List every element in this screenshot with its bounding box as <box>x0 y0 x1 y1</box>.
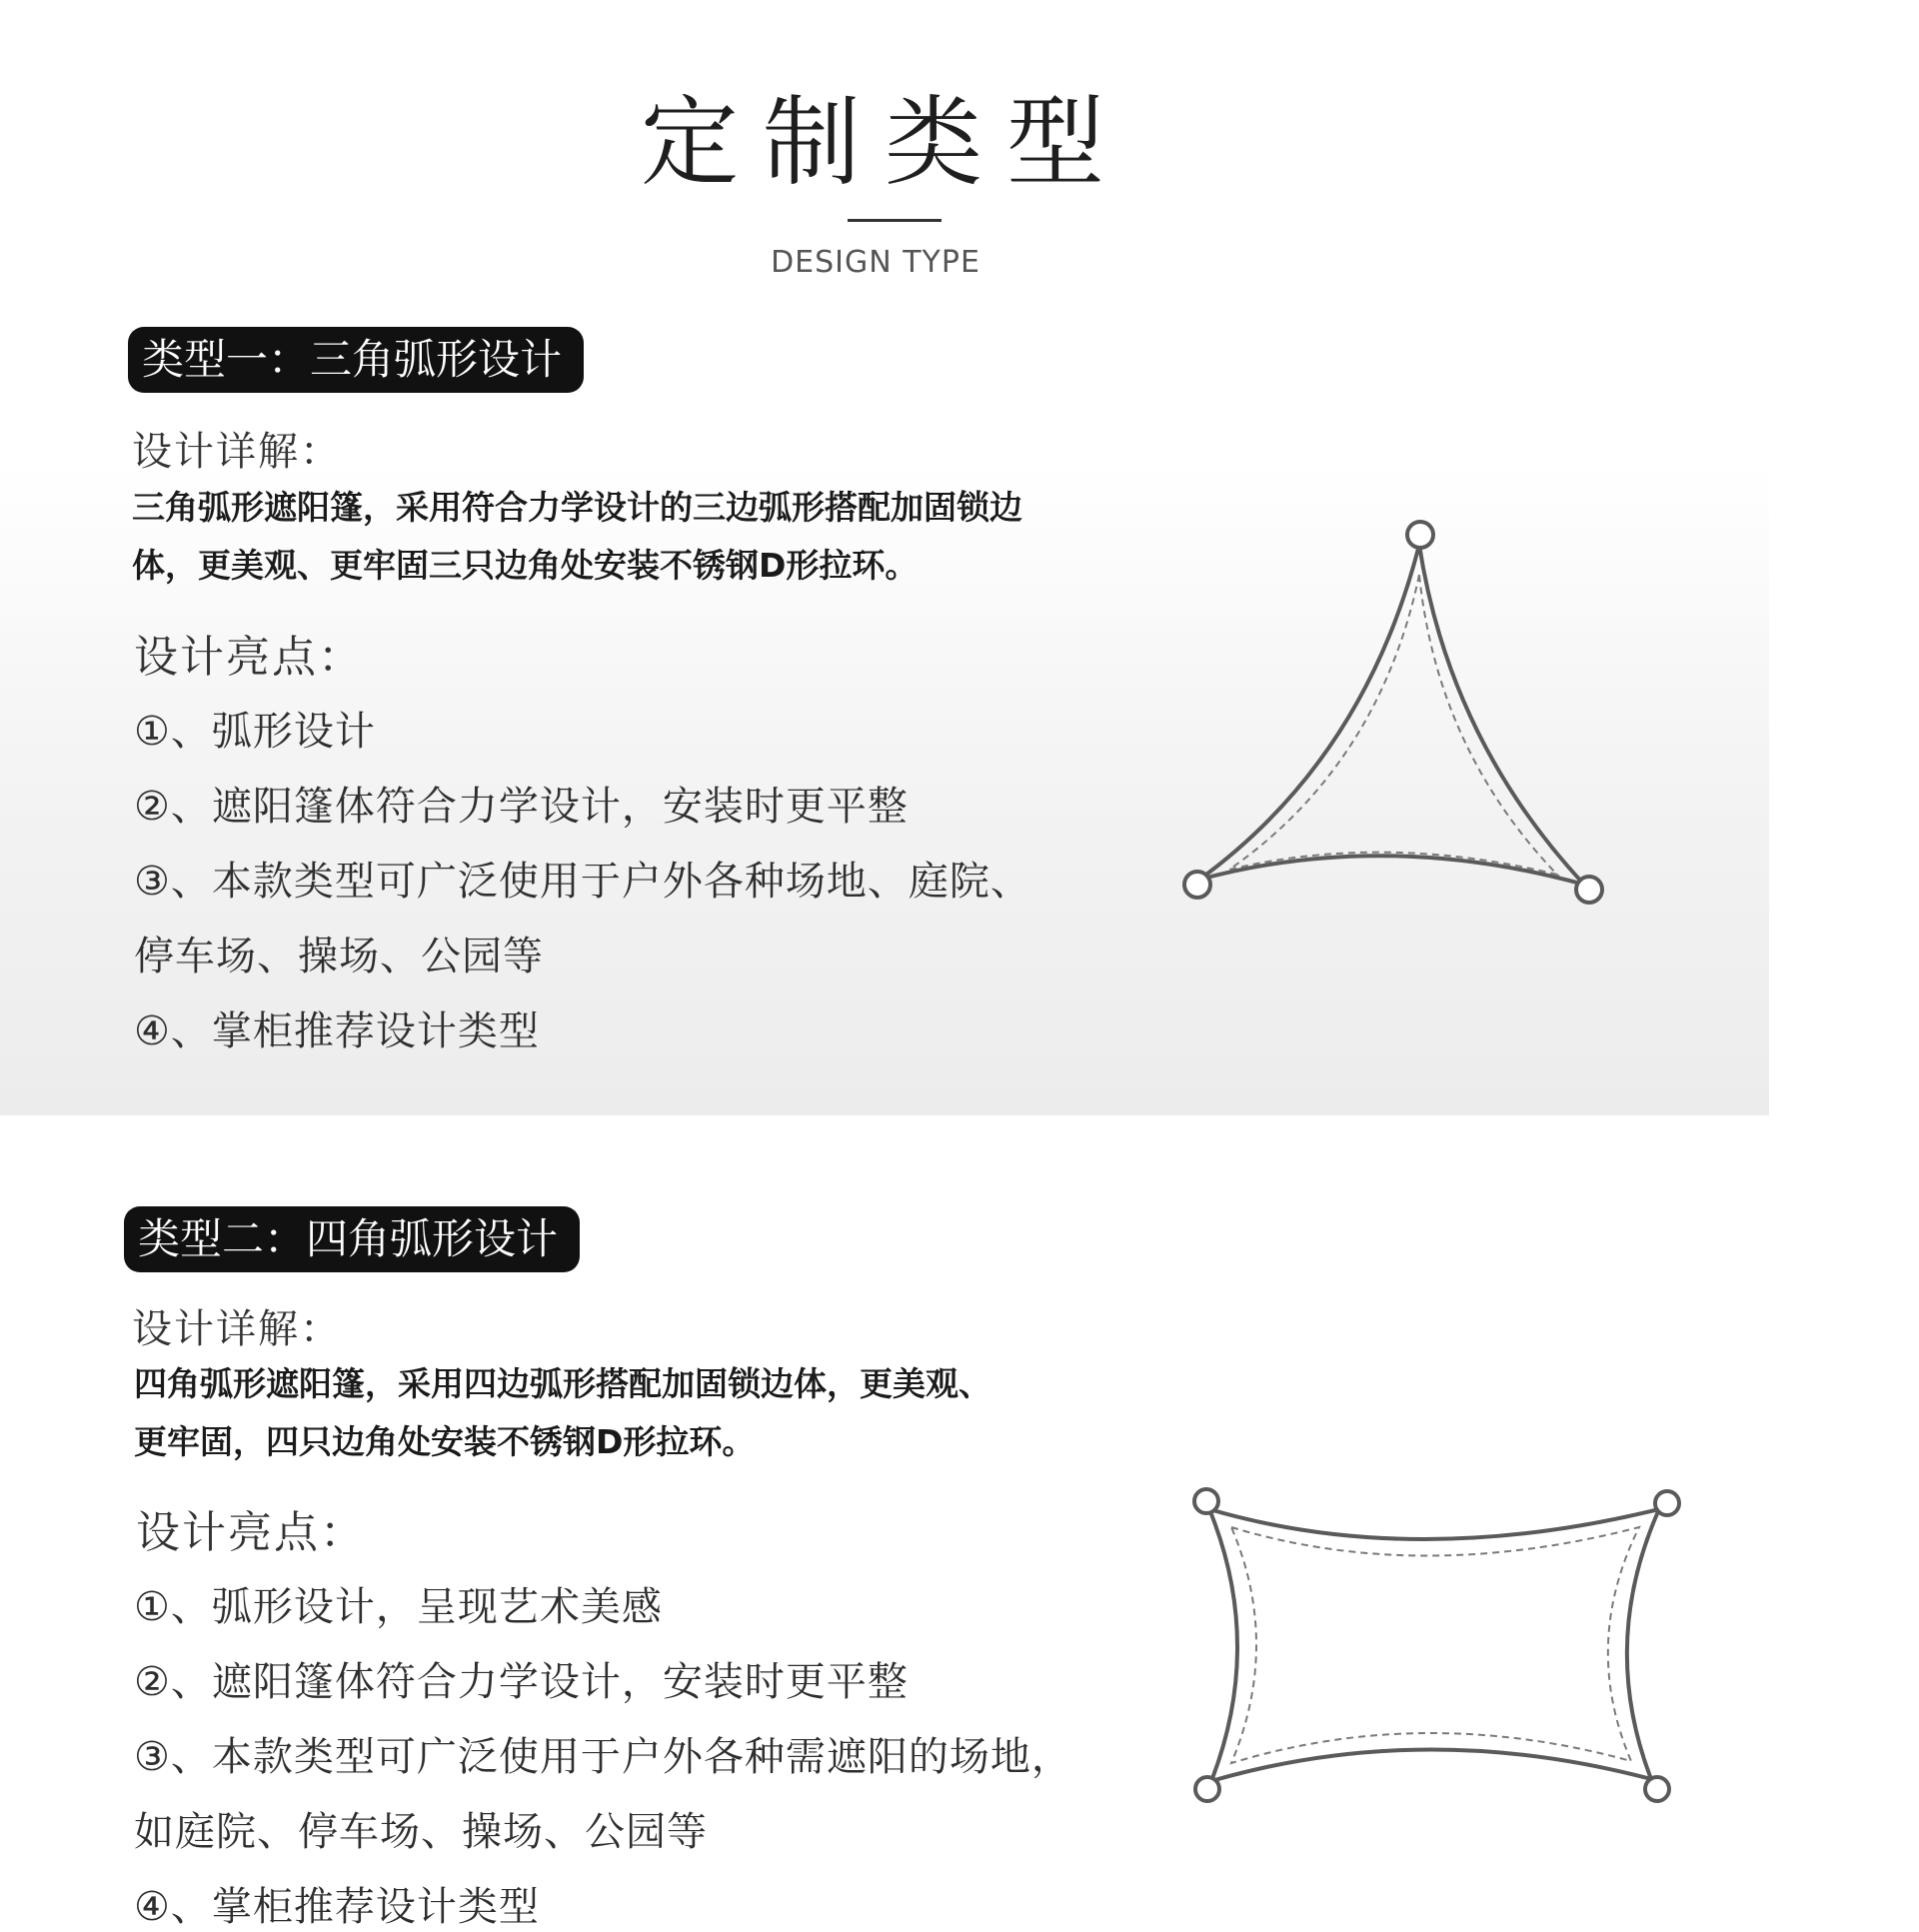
page-subtitle: DESIGN TYPE <box>771 245 980 280</box>
rectangle-sail-icon <box>1179 1479 1699 1809</box>
detail-line: 四角弧形遮阳篷，采用四边弧形搭配加固锁边体，更美观、 <box>134 1364 991 1403</box>
highlight-item: ④、掌柜推荐设计类型 <box>134 1008 540 1054</box>
highlight-item: ①、弧形设计 <box>134 709 376 755</box>
page-title: 定制类型 <box>640 86 1128 200</box>
page-header <box>0 0 1919 300</box>
type-badge: 类型二：四角弧形设计 <box>124 1206 580 1272</box>
detail-heading: 设计详解： <box>132 429 342 475</box>
highlight-item: 如庭院、停车场、操场、公园等 <box>134 1809 708 1855</box>
detail-line: 体，更美观、更牢固三只边角处安装不锈钢D形拉环。 <box>132 546 919 585</box>
detail-line: 更牢固，四只边角处安装不锈钢D形拉环。 <box>134 1422 756 1461</box>
highlight-item: ④、掌柜推荐设计类型 <box>134 1884 540 1930</box>
highlights-heading: 设计亮点： <box>134 632 364 683</box>
detail-description <box>132 479 1181 595</box>
highlights-heading: 设计亮点： <box>136 1507 366 1558</box>
highlight-item: ③、本款类型可广泛使用于户外各种需遮阳的场地， <box>134 1734 1072 1780</box>
type-badge: 类型一：三角弧形设计 <box>128 327 584 393</box>
highlight-item: 停车场、操场、公园等 <box>134 934 544 979</box>
highlight-item: ②、遮阳篷体符合力学设计，安装时更平整 <box>134 784 909 830</box>
detail-line: 三角弧形遮阳篷，采用符合力学设计的三边弧形搭配加固锁边 <box>132 488 1022 527</box>
highlight-item: ③、本款类型可广泛使用于户外各种场地、庭院、 <box>134 859 1031 905</box>
title-divider <box>848 219 942 222</box>
highlight-item: ①、弧形设计，呈现艺术美感 <box>134 1584 663 1630</box>
triangle-sail-icon <box>1169 495 1669 925</box>
design-type-section-2 <box>0 1189 1769 1930</box>
detail-description <box>134 1355 1183 1471</box>
highlight-item: ②、遮阳篷体符合力学设计，安装时更平整 <box>134 1659 909 1705</box>
design-type-section-1 <box>0 320 1769 1115</box>
detail-heading: 设计详解： <box>132 1306 342 1352</box>
